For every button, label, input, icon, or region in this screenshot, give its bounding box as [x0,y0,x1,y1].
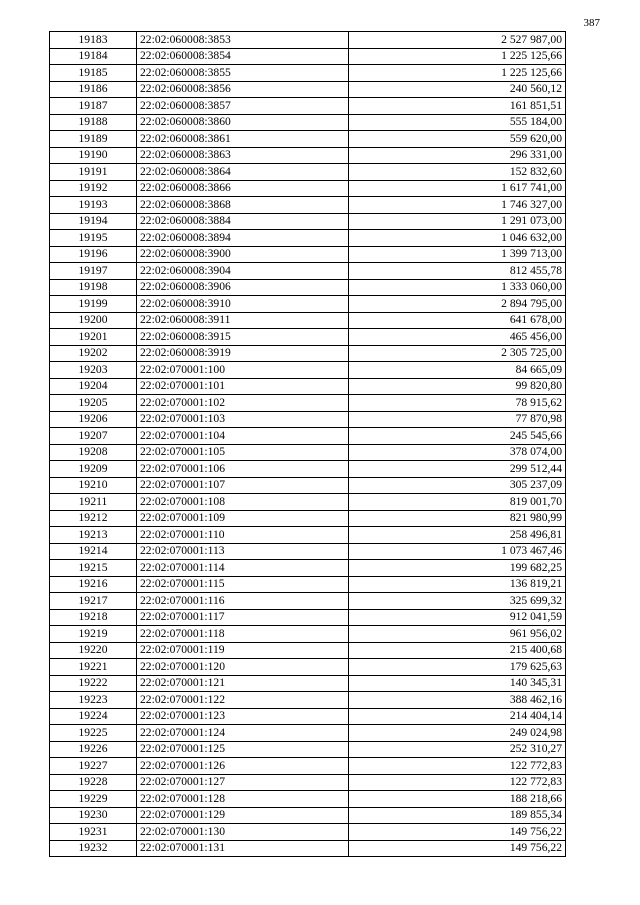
table-row [50,791,566,808]
cadastral-number-cell: 22:02:070001:102 [137,395,349,412]
cadastral-value-cell: 240 560,12 [349,81,566,98]
cadastral-number-cell: 22:02:060008:3904 [137,263,349,280]
row-number-cell: 19199 [50,296,137,313]
cadastral-value-cell: 325 699,32 [349,593,566,610]
row-number-cell: 19207 [50,428,137,445]
table-row [50,642,566,659]
row-number-cell: 19204 [50,378,137,395]
cadastral-number-cell: 22:02:060008:3894 [137,230,349,247]
cadastral-number-cell: 22:02:070001:117 [137,609,349,626]
table-row [50,774,566,791]
table-row [50,296,566,313]
row-number-cell: 19214 [50,543,137,560]
row-number-cell: 19219 [50,626,137,643]
row-number-cell: 19200 [50,312,137,329]
row-number-cell: 19196 [50,246,137,263]
table-row [50,147,566,164]
row-number-cell: 19229 [50,791,137,808]
table-row [50,65,566,82]
table-row [50,32,566,49]
table-row [50,741,566,758]
cadastral-number-cell: 22:02:060008:3861 [137,131,349,148]
cadastral-value-cell: 78 915,62 [349,395,566,412]
page-number: 387 [583,17,600,29]
row-number-cell: 19231 [50,824,137,841]
table-row [50,626,566,643]
table-row [50,362,566,379]
cadastral-value-cell: 99 820,80 [349,378,566,395]
cadastral-value-cell: 84 665,09 [349,362,566,379]
cadastral-number-cell: 22:02:060008:3900 [137,246,349,263]
cadastral-number-cell: 22:02:070001:108 [137,494,349,511]
cadastral-number-cell: 22:02:070001:129 [137,807,349,824]
row-number-cell: 19230 [50,807,137,824]
row-number-cell: 19206 [50,411,137,428]
cadastral-value-cell: 1 333 060,00 [349,279,566,296]
cadastral-number-cell: 22:02:070001:104 [137,428,349,445]
cadastral-value-cell: 122 772,83 [349,774,566,791]
cadastral-value-cell: 245 545,66 [349,428,566,445]
cadastral-value-cell: 2 305 725,00 [349,345,566,362]
cadastral-value-table [49,31,566,857]
row-number-cell: 19197 [50,263,137,280]
cadastral-value-cell: 912 041,59 [349,609,566,626]
table-row [50,312,566,329]
row-number-cell: 19211 [50,494,137,511]
cadastral-number-cell: 22:02:070001:119 [137,642,349,659]
row-number-cell: 19186 [50,81,137,98]
cadastral-number-cell: 22:02:070001:107 [137,477,349,494]
cadastral-value-cell: 555 184,00 [349,114,566,131]
cadastral-number-cell: 22:02:070001:113 [137,543,349,560]
table-row [50,378,566,395]
table-row [50,527,566,544]
table-row [50,494,566,511]
cadastral-number-cell: 22:02:060008:3884 [137,213,349,230]
cadastral-value-cell: 2 894 795,00 [349,296,566,313]
cadastral-number-cell: 22:02:070001:101 [137,378,349,395]
cadastral-value-cell: 559 620,00 [349,131,566,148]
cadastral-number-cell: 22:02:070001:120 [137,659,349,676]
row-number-cell: 19218 [50,609,137,626]
cadastral-value-cell: 2 527 987,00 [349,32,566,49]
table-row [50,246,566,263]
cadastral-number-cell: 22:02:070001:128 [137,791,349,808]
row-number-cell: 19183 [50,32,137,49]
row-number-cell: 19222 [50,675,137,692]
cadastral-number-cell: 22:02:070001:130 [137,824,349,841]
table-row [50,213,566,230]
table-row [50,659,566,676]
row-number-cell: 19195 [50,230,137,247]
cadastral-number-cell: 22:02:070001:116 [137,593,349,610]
row-number-cell: 19201 [50,329,137,346]
table-row [50,98,566,115]
cadastral-value-cell: 819 001,70 [349,494,566,511]
table-row [50,758,566,775]
table-row [50,180,566,197]
row-number-cell: 19215 [50,560,137,577]
cadastral-value-cell: 1 746 327,00 [349,197,566,214]
row-number-cell: 19220 [50,642,137,659]
row-number-cell: 19193 [50,197,137,214]
row-number-cell: 19194 [50,213,137,230]
cadastral-value-cell: 378 074,00 [349,444,566,461]
row-number-cell: 19217 [50,593,137,610]
cadastral-number-cell: 22:02:070001:131 [137,840,349,857]
table-row [50,593,566,610]
row-number-cell: 19232 [50,840,137,857]
cadastral-number-cell: 22:02:070001:122 [137,692,349,709]
cadastral-value-cell: 215 400,68 [349,642,566,659]
row-number-cell: 19184 [50,48,137,65]
row-number-cell: 19189 [50,131,137,148]
cadastral-number-cell: 22:02:060008:3853 [137,32,349,49]
cadastral-value-cell: 149 756,22 [349,840,566,857]
cadastral-number-cell: 22:02:070001:121 [137,675,349,692]
cadastral-number-cell: 22:02:070001:114 [137,560,349,577]
table-row [50,840,566,857]
cadastral-value-cell: 149 756,22 [349,824,566,841]
row-number-cell: 19221 [50,659,137,676]
row-number-cell: 19212 [50,510,137,527]
cadastral-number-cell: 22:02:060008:3860 [137,114,349,131]
table-row [50,609,566,626]
row-number-cell: 19227 [50,758,137,775]
cadastral-value-cell: 189 855,34 [349,807,566,824]
row-number-cell: 19223 [50,692,137,709]
table-row [50,395,566,412]
cadastral-number-cell: 22:02:060008:3868 [137,197,349,214]
row-number-cell: 19208 [50,444,137,461]
table-row [50,164,566,181]
row-number-cell: 19203 [50,362,137,379]
row-number-cell: 19191 [50,164,137,181]
table-row [50,81,566,98]
table-row [50,428,566,445]
cadastral-value-cell: 252 310,27 [349,741,566,758]
cadastral-value-cell: 641 678,00 [349,312,566,329]
table-row [50,444,566,461]
cadastral-number-cell: 22:02:070001:123 [137,708,349,725]
cadastral-value-cell: 388 462,16 [349,692,566,709]
row-number-cell: 19192 [50,180,137,197]
row-number-cell: 19210 [50,477,137,494]
cadastral-value-cell: 812 455,78 [349,263,566,280]
row-number-cell: 19216 [50,576,137,593]
row-number-cell: 19225 [50,725,137,742]
cadastral-number-cell: 22:02:070001:105 [137,444,349,461]
cadastral-number-cell: 22:02:060008:3863 [137,147,349,164]
cadastral-number-cell: 22:02:070001:100 [137,362,349,379]
cadastral-number-cell: 22:02:060008:3864 [137,164,349,181]
cadastral-number-cell: 22:02:060008:3919 [137,345,349,362]
cadastral-number-cell: 22:02:070001:127 [137,774,349,791]
cadastral-value-cell: 161 851,51 [349,98,566,115]
cadastral-number-cell: 22:02:070001:115 [137,576,349,593]
cadastral-value-cell: 214 404,14 [349,708,566,725]
cadastral-number-cell: 22:02:070001:110 [137,527,349,544]
cadastral-number-cell: 22:02:070001:109 [137,510,349,527]
cadastral-value-cell: 258 496,81 [349,527,566,544]
cadastral-number-cell: 22:02:060008:3915 [137,329,349,346]
table-row [50,279,566,296]
table-body [50,32,566,857]
table-row [50,510,566,527]
table-row [50,411,566,428]
row-number-cell: 19202 [50,345,137,362]
cadastral-value-cell: 199 682,25 [349,560,566,577]
cadastral-value-cell: 249 024,98 [349,725,566,742]
row-number-cell: 19213 [50,527,137,544]
table-row [50,114,566,131]
table-row [50,543,566,560]
row-number-cell: 19187 [50,98,137,115]
cadastral-value-cell: 296 331,00 [349,147,566,164]
cadastral-value-cell: 305 237,09 [349,477,566,494]
table-row [50,461,566,478]
table-row [50,725,566,742]
cadastral-number-cell: 22:02:060008:3857 [137,98,349,115]
row-number-cell: 19190 [50,147,137,164]
row-number-cell: 19228 [50,774,137,791]
row-number-cell: 19224 [50,708,137,725]
cadastral-number-cell: 22:02:060008:3866 [137,180,349,197]
cadastral-value-cell: 1 225 125,66 [349,48,566,65]
cadastral-value-cell: 1 291 073,00 [349,213,566,230]
cadastral-value-cell: 465 456,00 [349,329,566,346]
cadastral-number-cell: 22:02:060008:3854 [137,48,349,65]
table-row [50,329,566,346]
cadastral-value-cell: 122 772,83 [349,758,566,775]
row-number-cell: 19209 [50,461,137,478]
cadastral-value-cell: 1 617 741,00 [349,180,566,197]
table-row [50,263,566,280]
cadastral-value-cell: 299 512,44 [349,461,566,478]
row-number-cell: 19188 [50,114,137,131]
table-row [50,230,566,247]
cadastral-number-cell: 22:02:060008:3911 [137,312,349,329]
cadastral-value-cell: 821 980,99 [349,510,566,527]
cadastral-value-cell: 1 073 467,46 [349,543,566,560]
cadastral-number-cell: 22:02:070001:125 [137,741,349,758]
cadastral-number-cell: 22:02:060008:3906 [137,279,349,296]
cadastral-number-cell: 22:02:060008:3855 [137,65,349,82]
cadastral-number-cell: 22:02:070001:124 [137,725,349,742]
cadastral-value-cell: 77 870,98 [349,411,566,428]
table-row [50,131,566,148]
table-row [50,345,566,362]
table-row [50,48,566,65]
cadastral-value-cell: 1 225 125,66 [349,65,566,82]
cadastral-value-cell: 961 956,02 [349,626,566,643]
cadastral-number-cell: 22:02:070001:106 [137,461,349,478]
cadastral-value-cell: 140 345,31 [349,675,566,692]
table-row [50,197,566,214]
cadastral-value-cell: 188 218,66 [349,791,566,808]
cadastral-value-cell: 152 832,60 [349,164,566,181]
table-row [50,675,566,692]
cadastral-number-cell: 22:02:070001:103 [137,411,349,428]
row-number-cell: 19198 [50,279,137,296]
table-row [50,560,566,577]
table-row [50,824,566,841]
cadastral-number-cell: 22:02:070001:126 [137,758,349,775]
table-row [50,477,566,494]
row-number-cell: 19205 [50,395,137,412]
row-number-cell: 19226 [50,741,137,758]
cadastral-number-cell: 22:02:060008:3856 [137,81,349,98]
cadastral-value-cell: 1 046 632,00 [349,230,566,247]
cadastral-number-cell: 22:02:060008:3910 [137,296,349,313]
table-row [50,807,566,824]
cadastral-value-cell: 1 399 713,00 [349,246,566,263]
cadastral-number-cell: 22:02:070001:118 [137,626,349,643]
table-row [50,692,566,709]
table-row [50,576,566,593]
row-number-cell: 19185 [50,65,137,82]
cadastral-value-cell: 179 625,63 [349,659,566,676]
table-row [50,708,566,725]
cadastral-value-cell: 136 819,21 [349,576,566,593]
